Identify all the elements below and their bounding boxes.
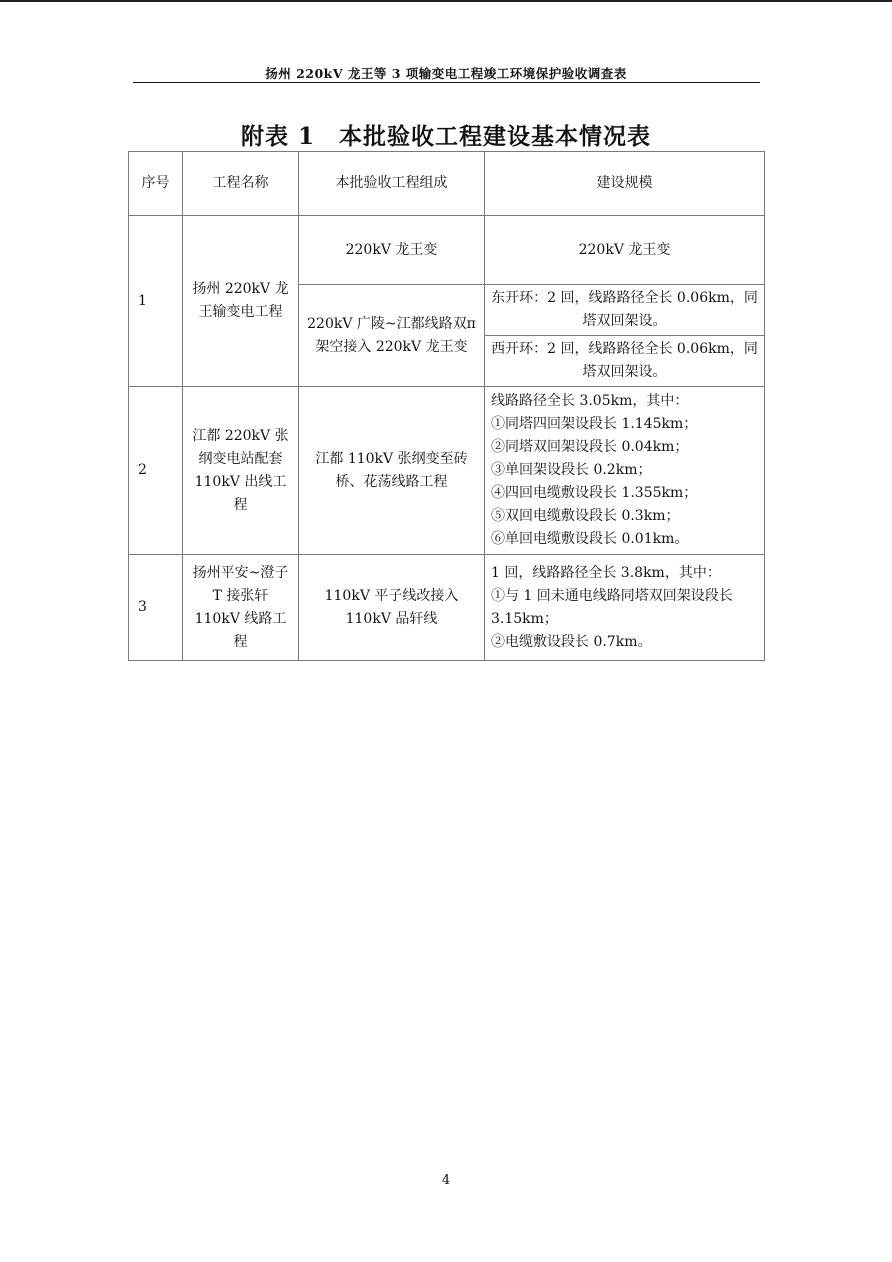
table-header-row bbox=[129, 152, 765, 216]
table-row bbox=[129, 555, 765, 661]
row-2-scale bbox=[485, 387, 765, 555]
row-3-scale bbox=[485, 555, 765, 661]
scale-line: ②同塔双回架设段长 0.04km； bbox=[491, 439, 689, 455]
table-row bbox=[129, 387, 765, 555]
row-1-scale-1: 220kV 龙王变 bbox=[485, 216, 765, 285]
row-1-component-1: 220kV 龙王变 bbox=[299, 216, 485, 285]
scale-line: ⑥单回电缆敷设段长 0.01km。 bbox=[491, 531, 689, 547]
scale-line: ②电缆敷设段长 0.7km。 bbox=[491, 633, 652, 650]
page-number: 4 bbox=[441, 1173, 451, 1188]
scale-line: ③单回架设段长 0.2km； bbox=[491, 462, 652, 478]
table-row bbox=[129, 216, 765, 285]
page-top-border bbox=[0, 0, 892, 2]
scale-line: 线路路径全长 3.05km，其中： bbox=[491, 393, 689, 409]
scale-line: ①与 1 回未通电线路同塔双回架设段长 3.15km； bbox=[491, 587, 733, 627]
project-info-table bbox=[128, 151, 765, 661]
column-header-component: 本批验收工程组成 bbox=[299, 152, 485, 216]
scale-line: ⑤双回电缆敷设段长 0.3km； bbox=[491, 508, 680, 524]
row-1-scale-2b: 西开环：2 回，线路路径全长 0.06km，同塔双回架设。 bbox=[485, 336, 765, 387]
scale-line: ①同塔四回架设段长 1.145km； bbox=[491, 416, 698, 432]
row-1-name: 扬州 220kV 龙王输变电工程 bbox=[183, 216, 299, 387]
row-2-name: 江都 220kV 张纲变电站配套 110kV 出线工程 bbox=[183, 387, 299, 555]
scale-line: ④四回电缆敷设段长 1.355km； bbox=[491, 485, 698, 501]
row-2-component: 江都 110kV 张纲变至砖桥、花荡线路工程 bbox=[299, 387, 485, 555]
row-1-no: 1 bbox=[129, 216, 183, 387]
scale-line: 1 回，线路路径全长 3.8km，其中： bbox=[491, 564, 721, 581]
row-1-component-2: 220kV 广陵~江都线路双π架空接入 220kV 龙王变 bbox=[299, 285, 485, 387]
row-2-no: 2 bbox=[129, 387, 183, 555]
row-1-scale-2a: 东开环：2 回，线路路径全长 0.06km，同塔双回架设。 bbox=[485, 285, 765, 336]
row-3-component: 110kV 平子线改接入 110kV 品轩线 bbox=[299, 555, 485, 661]
column-header-name: 工程名称 bbox=[183, 152, 299, 216]
row-3-name: 扬州平安~澄子 T 接张轩 110kV 线路工程 bbox=[183, 555, 299, 661]
running-header: 扬州 220kV 龙王等 3 项输变电工程竣工环境保护验收调查表 bbox=[265, 66, 627, 81]
row-3-no: 3 bbox=[129, 555, 183, 661]
column-header-no: 序号 bbox=[129, 152, 183, 216]
column-header-scale: 建设规模 bbox=[485, 152, 765, 216]
header-rule bbox=[133, 82, 760, 83]
table-title: 附表 1 本批验收工程建设基本情况表 bbox=[240, 123, 651, 150]
